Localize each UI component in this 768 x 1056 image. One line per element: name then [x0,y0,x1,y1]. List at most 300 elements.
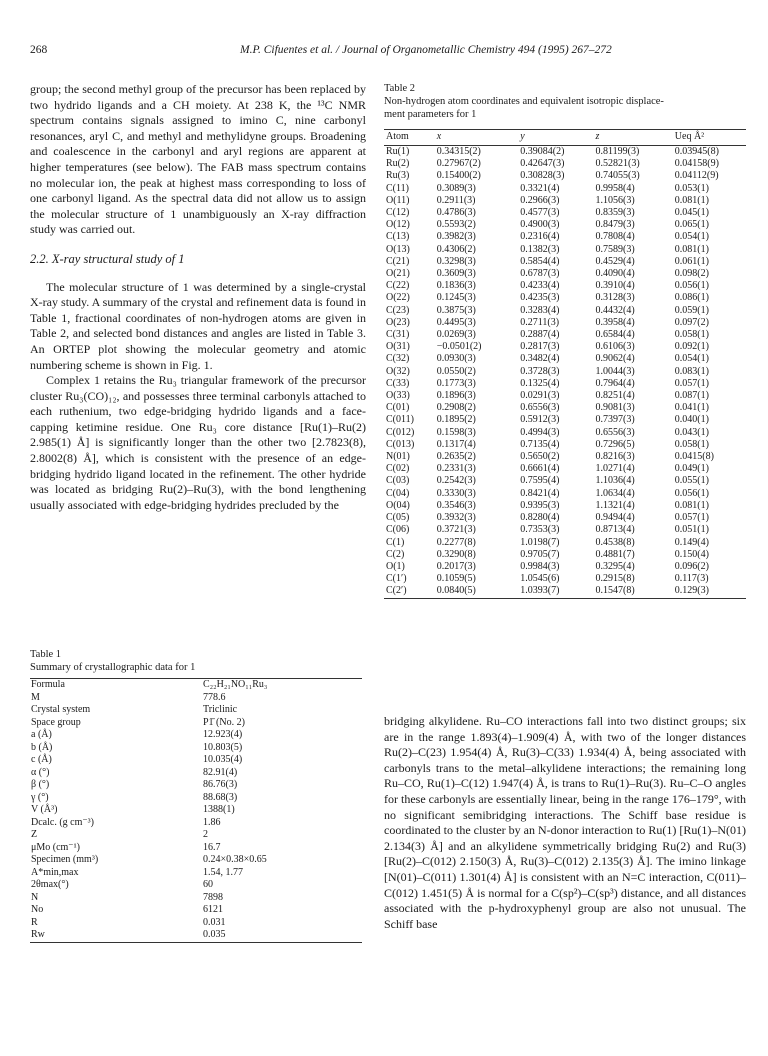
table2-cell-z: 0.8359(3) [595,207,635,219]
table2-row [384,231,746,243]
table2-cell-atom: C(02) [386,463,410,475]
table2-cell-x: 0.5593(2) [436,219,476,231]
table2-cell-ueq: 0.083(1) [674,365,709,377]
table1-row [30,817,362,830]
table2-cell-atom: C(31) [386,329,410,341]
table2-cell-y: 0.3283(4) [520,304,560,316]
table2-cell-y: 0.5854(4) [520,255,560,267]
table2-cell-y: 0.8280(4) [520,512,560,524]
table2-cell-y: 1.0393(7) [520,585,595,598]
table2-cell-x: 0.2331(3) [436,463,476,475]
table2-cell-ueq: 0.129(3) [675,585,746,598]
table2-cell-y: 0.8421(4) [520,487,560,499]
table1-row [30,904,362,917]
table2-cell-atom: C(21) [386,255,410,267]
table2-row [384,317,746,329]
table2-cell-z: 0.7589(3) [595,243,635,255]
table2-header-z: z [595,130,674,146]
table2-cell-x: 0.1059(5) [436,573,476,585]
table2-cell-ueq: 0.058(1) [674,438,709,450]
table2-cell-atom: O(1) [386,560,405,572]
table2-cell-z: 0.8479(3) [595,219,635,231]
table1-param-label: 2θmax(°) [31,879,69,890]
table2-block [384,82,746,599]
table2-cell-ueq: 0.045(1) [674,207,709,219]
table1-row [30,729,362,742]
table2-row [384,512,746,524]
table2-cell-atom: C(04) [386,487,410,499]
table2-cell-x: 0.4495(3) [436,316,476,328]
table2-cell-ueq: 0.150(4) [674,548,709,560]
table2-cell-ueq: 0.096(2) [674,560,709,572]
table2-cell-y: 0.2316(4) [520,231,560,243]
table2-cell-atom: C(13) [386,231,410,243]
table2-cell-ueq: 0.0415(8) [674,451,714,463]
table1-param-value: Triclinic [203,704,238,715]
table1-caption-label: Table 1 [30,649,62,660]
table2-cell-x: 0.1598(3) [436,426,476,438]
table2-cell-x: 0.3546(3) [436,499,476,511]
table2-row [384,170,746,182]
table2-cell-y: 0.7595(4) [520,475,560,487]
table1-param-value: 6121 [203,904,223,915]
table2-cell-x: 0.1896(3) [436,390,476,402]
table2-cell-z: 0.7397(3) [595,414,635,426]
table2-header-x: x [427,130,521,146]
page-number: 268 [30,44,48,56]
table2-cell-y: 0.3482(4) [520,353,560,365]
table2-cell-ueq: 0.081(1) [674,499,709,511]
body-paragraph-3: Complex 1 retains the Ru₃ triangular framework of the precursor cluster Ru₃(CO)₁₂, and possesses three terminal carbonyls attached to each ruthenium, two edge-bridging hydrido ligands and a face-capping ketimine residue. One Ru₃ core distance [Ru(1)–Ru(2) 2.985(1) Å] is significantly longer than the other two [2.7823(8), 2.8002(8) Å], which is consistent with the presence of an edge-bridging hydrido ligand located in the refinement. The other hydride was located as bridging Ru(2)–Ru(3), with the bond lengthening usually associated with edge-bridging hydrides precluded by the [30,373,366,512]
table2-cell-atom: C(06) [386,524,410,536]
table2-cell-z: 0.3910(4) [595,280,635,292]
table2-cell-z: 0.81199(3) [595,146,640,157]
table1-param-label: Specimen (mm³) [31,854,99,865]
table1-body [30,679,362,943]
table2-cell-y: 0.9705(7) [520,548,560,560]
table2-cell-ueq: 0.057(1) [674,512,709,524]
table2-cell-ueq: 0.04158(9) [674,158,719,170]
table2-cell-atom: C(2) [386,548,405,560]
body-paragraph-2: The molecular structure of 1 was determined by a single-crystal X-ray study. A summary of the crystal and refinement data is found in Table 1, fractional coordinates of non-hydrogen atoms are given in Table 2, and selected bond distances and angles are listed in Table 3. An ORTEP plot showing the molecular geometry and atomic numbering scheme is shown in Fig. 1. [30,279,366,372]
table1-param-value: 10.035(4) [203,754,243,765]
table2-row [384,549,746,561]
table2-cell-atom: Ru(1) [386,146,410,157]
table2-cell-y: 0.1325(4) [520,377,560,389]
table2-cell-x: 0.2017(3) [436,560,476,572]
table2-cell-y: 0.3728(3) [520,365,560,377]
table2-cell-z: 0.8216(3) [595,451,635,463]
table2-cell-x: 0.1895(2) [436,414,476,426]
table2-cell-y: 0.6787(3) [520,268,560,280]
table2-cell-x: 0.2277(8) [436,536,476,548]
table2-cell-z: 0.9494(4) [595,512,635,524]
table2-row [384,561,746,573]
table2-cell-y: 0.6556(3) [520,402,560,414]
table2-cell-x: 0.3298(3) [436,255,476,267]
table2-row [384,475,746,487]
table2-cell-x: 0.2542(3) [436,475,476,487]
table1-param-value: 0.031 [203,916,226,928]
table2-caption-label: Table 2 [384,83,416,94]
table2-cell-z: 0.7964(4) [595,377,635,389]
table2-cell-y: 0.3321(4) [520,182,560,194]
table2-cell-x: 0.3982(3) [436,231,476,243]
table1-param-value: 82.91(4) [203,766,238,778]
table2-cell-atom: Ru(2) [386,158,410,170]
left-column [30,82,366,513]
table2-cell-ueq: 0.051(1) [674,524,709,536]
table1-row [30,679,362,692]
table2-cell-x: 0.0840(5) [427,585,521,598]
table2-cell-atom: C(32) [386,353,410,365]
table2-cell-atom: O(11) [386,194,410,206]
table2-cell-ueq: 0.098(2) [674,268,709,280]
table2-cell-atom: C(1) [386,536,405,548]
table1-row [30,779,362,792]
table2-cell-ueq: 0.053(1) [674,182,709,194]
table2-cell-x: 0.3932(3) [436,512,476,524]
table2-row [384,195,746,207]
table2-cell-y: 0.6661(4) [520,463,560,475]
table2-cell-z: 0.4538(8) [595,536,635,548]
table2-row [384,585,746,598]
table1-row [30,929,362,942]
table2-cell-x: 0.2911(3) [436,194,476,206]
table2-cell-z: 0.9958(4) [595,182,635,194]
table1-param-value: 16.7 [203,841,221,853]
table2-cell-ueq: 0.056(1) [674,487,709,499]
table2-cell-y: 0.2711(3) [520,316,560,328]
table2-cell-x: 0.0550(2) [436,365,476,377]
table2-row [384,305,746,317]
table2-cell-x: 0.1836(3) [436,280,476,292]
table2-cell-y: 0.9395(3) [520,499,560,511]
table1-row [30,892,362,905]
table2-row [384,256,746,268]
table2-cell-atom: C(33) [386,377,410,389]
table1-param-label: Dcalc. (g cm⁻³) [31,816,94,828]
table2-cell-ueq: 0.059(1) [674,304,709,316]
table2-cell-z: 1.0044(3) [595,365,635,377]
table1-param-value: 0.035 [191,929,362,942]
table2-cell-z: 0.6556(3) [595,426,635,438]
table2-cell-z: 0.4090(4) [595,268,635,280]
table2-cell-z: 0.9081(3) [595,402,635,414]
table2-cell-atom: O(04) [386,499,410,511]
table2-cell-ueq: 0.087(1) [674,390,709,402]
table2-cell-z: 1.1321(4) [595,499,635,511]
table2-cell-z: 0.3295(4) [595,560,635,572]
table2-cell-y: 0.9984(3) [520,560,560,572]
table2-cell-z: 1.0271(4) [595,463,635,475]
table1-row [30,717,362,730]
table2-cell-x: 0.27967(2) [436,158,481,170]
table2-row [384,244,746,256]
table2-cell-ueq: 0.043(1) [674,426,709,438]
table1-param-value: 86.76(3) [203,779,238,790]
table2-row [384,146,746,159]
table2-cell-x: 0.0269(3) [436,329,476,341]
table1-param-value: 88.68(3) [203,791,238,803]
table2-row [384,329,746,341]
table2-cell-ueq: 0.055(1) [674,475,709,487]
table1-param-value: 1388(1) [203,804,235,815]
table2-cell-y: 1.0198(7) [520,536,560,548]
table2-cell-atom: N(01) [386,451,410,463]
table2-cell-atom: C(013) [386,438,415,450]
table2-cell-z: 0.4881(7) [595,548,635,560]
table2-row [384,207,746,219]
table1-row [30,804,362,817]
table2-cell-y: 0.4233(4) [520,280,560,292]
table2-row [384,524,746,536]
table2-cell-x: 0.3609(3) [436,268,476,280]
table2-cell-x: 0.3875(3) [436,304,476,316]
table2-cell-z: 0.52821(3) [595,158,640,170]
table2-row [384,366,746,378]
table2-cell-atom: O(21) [386,268,410,280]
section-heading: 2.2. X-ray structural study of 1 [30,251,185,266]
table2-row [384,451,746,463]
table2-header-y: y [520,130,595,146]
table2-cell-y: 0.2817(3) [520,341,560,353]
table2-cell-x: 0.0930(3) [436,353,476,365]
table1-param-value: 10.803(5) [203,741,243,753]
table2-row [384,353,746,365]
table2 [384,129,746,599]
table2-cell-x: 0.34315(2) [436,146,481,157]
table2-cell-atom: C(23) [386,304,410,316]
table1-param-label: Rw [30,929,191,942]
table2-row [384,341,746,353]
table1-param-label: c (Å) [31,754,52,765]
table2-cell-y: 0.30828(3) [520,170,565,182]
table2-cell-z: 0.3958(4) [595,316,635,328]
table1-param-label: Z [31,829,38,840]
table2-cell-ueq: 0.056(1) [674,280,709,292]
table1-param-value: C₂₂H₂₁NO₁₁Ru₃ [191,679,362,692]
table1-param-value: 1.54, 1.77 [203,866,243,878]
table2-cell-atom: O(23) [386,316,410,328]
table1-row [30,754,362,767]
table2-cell-atom: C(03) [386,475,410,487]
table2-row [384,414,746,426]
table2-cell-y: 0.4900(3) [520,219,560,231]
table1-param-label: M [31,691,40,703]
table2-row [384,439,746,451]
table1-param-value: 7898 [203,891,223,903]
table1-param-label: Space group [31,716,81,728]
table2-cell-ueq: 0.058(1) [674,329,709,341]
table2-cell-x: 0.15400(2) [436,170,481,182]
table2-cell-z: 1.0634(4) [595,487,635,499]
table2-row [384,280,746,292]
table1-row [30,692,362,705]
table1-param-value: 2 [203,829,208,840]
table2-row [384,427,746,439]
body-paragraph-1: group; the second methyl group of the precursor has been replaced by two hydrido ligands and a CH moiety. At 238 K, the ¹³C NMR spectrum contains signals assigned to imino C, nine carbonyl resonances, aryl C, and methyl and methylidyne groups. Broadening and coalescence in the carbonyl and aryl regions are apparent at higher temperatures (see below). The FAB mass spectrum contains no molecular ion, the peak at highest mass corresponding to loss of one carbonyl ligand. As the spectral data did not allow us to assign the molecular structure of 1 unambiguously an X-ray diffraction study was carried out. [30,82,366,237]
table1-param-label: μMo (cm⁻¹) [31,841,80,853]
table2-cell-y: 0.2966(3) [520,194,560,206]
table1-row [30,742,362,755]
table1-row [30,867,362,880]
table2-row [384,573,746,585]
table2-cell-ueq: 0.049(1) [674,463,709,475]
journal-running-title: M.P. Cifuentes et al. / Journal of Organometallic Chemistry 494 (1995) 267–272 [240,44,612,56]
table2-cell-y: 0.4577(3) [520,207,560,219]
table1-param-label: a (Å) [31,729,52,740]
table1-param-label: A*min,max [31,866,79,878]
table2-cell-atom: C(05) [386,512,410,524]
table1-row [30,842,362,855]
table1-row [30,879,362,892]
table2-cell-z: 0.2915(8) [595,573,635,585]
table2-cell-z: 0.3128(3) [595,292,635,304]
table2-row [384,537,746,549]
table1-param-value: P1̄ (No. 2) [203,716,245,728]
table2-row [384,268,746,280]
table2-cell-ueq: 0.04112(9) [674,170,719,182]
table2-cell-y: 0.5650(2) [520,451,560,463]
table2-cell-atom: C(01) [386,402,410,414]
table1-param-label: R [31,916,38,928]
table1-row [30,704,362,717]
table2-cell-atom: C(11) [386,182,409,194]
table2-cell-z: 0.4432(4) [595,304,635,316]
table2-cell-x: 0.4786(3) [436,207,476,219]
table2-cell-z: 1.1036(4) [595,475,635,487]
table2-cell-atom: C(22) [386,280,410,292]
table2-cell-y: 0.0291(3) [520,390,560,402]
table1-param-label: Formula [30,679,191,692]
table2-cell-z: 0.74055(3) [595,170,640,182]
table1-row [30,792,362,805]
table2-cell-ueq: 0.097(2) [674,316,709,328]
table1-param-label: Crystal system [31,704,91,715]
table2-cell-ueq: 0.040(1) [674,414,709,426]
table2-row [384,463,746,475]
table2-cell-x: 0.2635(2) [436,451,476,463]
table1-param-label: α (°) [31,766,50,778]
table2-row [384,183,746,195]
table2-row [384,219,746,231]
table2-cell-ueq: 0.149(4) [674,536,709,548]
table2-cell-x: 0.4306(2) [436,243,476,255]
table2-cell-atom: O(33) [386,390,410,402]
table2-cell-z: 1.1056(3) [595,194,635,206]
table2-cell-z: 0.7296(5) [595,438,635,450]
table2-cell-z: 0.4529(4) [595,255,635,267]
table1-param-label: N [31,891,39,903]
table2-row [384,488,746,500]
table1-param-value: 0.24×0.38×0.65 [203,854,267,865]
table2-row [384,500,746,512]
table2-cell-ueq: 0.057(1) [674,377,709,389]
table2-cell-atom: C(011) [386,414,414,426]
table1-param-label: γ (°) [31,791,49,803]
table1-param-label: No [31,904,44,915]
table1-param-label: V (Å³) [31,804,58,815]
table2-header-ueq: Ueq Å² [675,130,746,146]
table2-body [384,146,746,599]
table2-cell-y: 0.7353(3) [520,524,560,536]
table2-cell-y: 0.39084(2) [520,146,565,157]
table2-row [384,158,746,170]
table1-row [30,917,362,930]
table2-cell-z: 0.8251(4) [595,390,635,402]
right-column [384,714,746,932]
table2-cell-atom: O(22) [386,292,410,304]
table2-cell-atom: C(2′) [384,585,427,598]
table2-cell-x: 0.2908(2) [436,402,476,414]
table2-cell-z: 0.6584(4) [595,329,635,341]
table2-cell-ueq: 0.054(1) [674,231,709,243]
table2-cell-atom: Ru(3) [386,170,410,182]
table2-cell-ueq: 0.081(1) [674,194,709,206]
table2-cell-x: 0.3290(8) [436,548,476,560]
table2-cell-y: 0.1382(3) [520,243,560,255]
table2-cell-ueq: 0.061(1) [674,255,709,267]
table2-row [384,390,746,402]
table2-cell-ueq: 0.041(1) [674,402,709,414]
table2-row [384,402,746,414]
table2-cell-x: 0.3330(3) [436,487,476,499]
table2-cell-z: 0.7808(4) [595,231,635,243]
table1-row [30,829,362,842]
table2-cell-x: −0.0501(2) [436,341,482,353]
table2-cell-z: 0.1547(8) [595,585,674,598]
table2-cell-atom: C(12) [386,207,410,219]
table2-caption-title-cont: ment parameters for 1 [384,109,477,120]
table1 [30,678,362,943]
table2-cell-ueq: 0.054(1) [674,353,709,365]
table2-cell-ueq: 0.065(1) [674,219,709,231]
table2-cell-x: 0.3721(3) [436,524,476,536]
table2-cell-y: 0.2887(4) [520,329,560,341]
table2-cell-atom: C(012) [386,426,415,438]
table1-param-label: β (°) [31,779,50,790]
table2-cell-atom: C(1′) [386,573,407,585]
table2-cell-atom: O(31) [386,341,410,353]
table2-header-row [384,130,746,146]
table1-param-label: b (Å) [31,741,53,753]
table1-row [30,854,362,867]
table2-cell-x: 0.3089(3) [436,182,476,194]
table2-cell-x: 0.1317(4) [436,438,476,450]
table2-header-atom: Atom [384,130,427,146]
table2-cell-atom: O(13) [386,243,410,255]
table1-row [30,767,362,780]
table1-param-value: 12.923(4) [203,729,243,740]
table2-row [384,292,746,304]
table1-caption-title: Summary of crystallographic data for 1 [30,662,196,673]
table2-cell-z: 0.9062(4) [595,353,635,365]
body-paragraph-4: bridging alkylidene. Ru–CO interactions fall into two distinct groups; six are in the range 1.893(4)–1.909(4) Å, with two of the longer distances Ru(2)–C(23) 1.954(4) Å, Ru(3)–C(33) 1.934(4) Å, being associated with carbonyls trans to the metal–alkylidene interactions; the remaining long Ru–CO, Ru(1)–C(12) 1.947(4) Å, is trans to Ru(1)–Ru(3). Ru–C–O angles for these carbonyls are essentially linear, being in the range 176–179°, with no significant semibridging interactions. The Schiff base residue is coordinated to the cluster by an N-donor interaction to Ru(1) [Ru(1)–N(01) 2.134(3) Å] and an alkylidene symmetrically bridging Ru(2) and Ru(3) [Ru(2)–C(012) 2.150(3) Å, Ru(3)–C(012) 2.135(3) Å]. The imino linkage [N(01)–C(011) 1.301(4) Å] is consistent with an N=C interaction, C(011)–C(012) 1.451(5) Å is normal for a C(sp²)–C(sp³) distance, and all distances associated with the p-hydroxyphenyl group are also not unusual. The Schiff base [384,714,746,931]
table2-cell-y: 1.0545(6) [520,573,560,585]
table2-cell-y: 0.4235(3) [520,292,560,304]
table2-cell-z: 0.6106(3) [595,341,635,353]
table2-cell-ueq: 0.03945(8) [674,146,719,157]
table2-cell-x: 0.1245(3) [436,292,476,304]
table1-block [30,648,366,943]
table2-cell-y: 0.5912(3) [520,414,560,426]
table2-cell-x: 0.1773(3) [436,377,476,389]
table2-cell-ueq: 0.086(1) [674,292,709,304]
table2-cell-y: 0.7135(4) [520,438,560,450]
table2-cell-ueq: 0.081(1) [674,243,709,255]
table2-cell-y: 0.4994(3) [520,426,560,438]
